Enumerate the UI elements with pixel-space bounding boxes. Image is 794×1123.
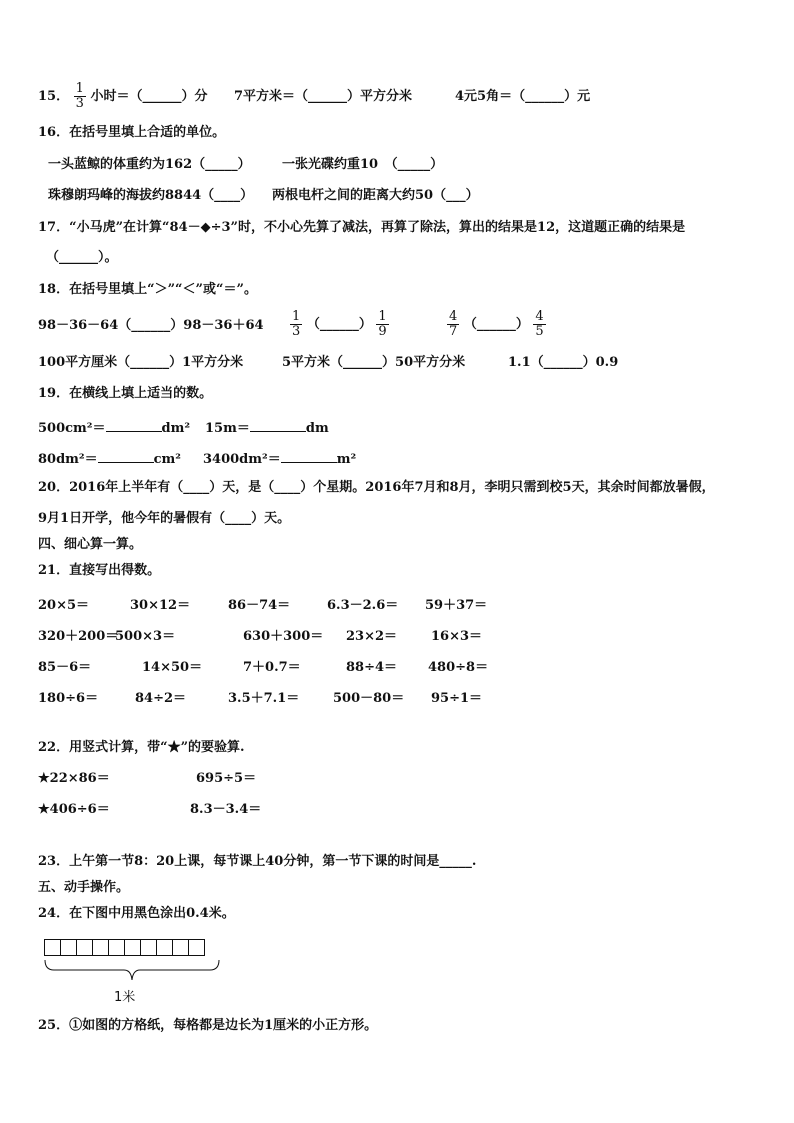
oral-calc-item: 16×3＝ (431, 629, 483, 644)
oral-calc-item: 3.5＋7.1＝ (228, 691, 300, 706)
answer-line (106, 417, 162, 432)
meter-cell[interactable] (172, 939, 189, 956)
brace-icon (44, 958, 220, 988)
q16-item-d: 两根电杆之间的距离大约50（___） (272, 188, 479, 203)
fraction-numerator: 4 (449, 309, 458, 324)
fraction-denominator: 7 (449, 324, 458, 339)
oral-calc-item: 630＋300＝ (243, 629, 324, 644)
oral-calc-item: 30×12＝ (130, 598, 191, 613)
q22-item-a1: ★22×86＝ (38, 771, 110, 786)
oral-calc-item: 86－74＝ (228, 598, 291, 613)
meter-cell[interactable] (92, 939, 109, 956)
q18-compare-a: 98－36－64（______）98－36＋64 (38, 318, 264, 333)
compare-blank: （______） (463, 317, 529, 332)
meter-bar-cells (44, 939, 220, 956)
meter-cell[interactable] (124, 939, 141, 956)
fraction-numerator: 1 (378, 309, 387, 324)
oral-calc-item: 14×50＝ (142, 660, 203, 675)
q22-item-a2: 695÷5＝ (196, 771, 257, 786)
q17-line-1: 17．“小马虎”在计算“84－◆÷3”时，不小心先算了减法，再算了除法，算出的结果是12，这道题正确的结果是 (38, 220, 686, 235)
meter-cell[interactable] (44, 939, 61, 956)
conversion-unit: dm (305, 421, 329, 436)
q25-line: 25．①如图的方格纸，每格都是边长为1厘米的小正方形。 (38, 1018, 378, 1033)
oral-calc-item: 88÷4＝ (346, 660, 398, 675)
oral-calc-item: 85－6＝ (38, 660, 92, 675)
q19-item-a2 (205, 417, 329, 438)
fraction-denominator: 3 (292, 324, 301, 339)
oral-calc-item: 180÷6＝ (38, 691, 99, 706)
q16-item-a: 一头蓝鲸的体重约为162（_____） (48, 157, 251, 172)
q18-compare-b2: 5平方米（______）50平方分米 (282, 355, 466, 370)
q15-line (38, 80, 207, 114)
oral-calc-item: 84÷2＝ (135, 691, 187, 706)
meter-cell[interactable] (76, 939, 93, 956)
q18-compare-b3: 1.1（______）0.9 (508, 355, 619, 370)
q15-fraction (74, 82, 86, 111)
meter-label: 1米 (114, 990, 136, 1005)
q17-line-2: （______）。 (46, 250, 118, 265)
conversion-unit: cm² (153, 452, 182, 467)
q21-title: 21．直接写出得数。 (38, 563, 161, 578)
oral-calc-item: 7＋0.7＝ (243, 660, 301, 675)
q16-item-b: 一张光碟约重10 （_____） (282, 157, 444, 172)
meter-cell[interactable] (188, 939, 205, 956)
q16-title: 16．在括号里填上合适的单位。 (38, 125, 226, 140)
fraction (290, 310, 302, 339)
fraction (447, 310, 459, 339)
q20-line-2: 9月1日开学，他今年的暑假有（____）天。 (38, 511, 291, 526)
answer-line (250, 417, 306, 432)
fraction-denominator: 5 (535, 324, 544, 339)
q24-title: 24．在下图中用黑色涂出0.4米。 (38, 906, 235, 921)
q18-title: 18．在括号里填上“＞”“＜”或“＝”。 (38, 282, 257, 297)
oral-calc-item: 59＋37＝ (425, 598, 488, 613)
q15-part-c: 4元5角＝（______）元 (455, 89, 591, 104)
meter-cell[interactable] (140, 939, 157, 956)
fraction-numerator: 4 (535, 309, 544, 324)
meter-cell[interactable] (60, 939, 77, 956)
section-5-heading: 五、动手操作。 (38, 880, 130, 895)
meter-bar-figure (44, 939, 220, 1005)
q19-title: 19．在横线上填上适当的数。 (38, 386, 213, 401)
fraction (376, 310, 388, 339)
meter-cell[interactable] (108, 939, 125, 956)
q18-compare-b1: 100平方厘米（______）1平方分米 (38, 355, 244, 370)
oral-calc-item: 500×3＝ (115, 629, 176, 644)
conversion-left: 3400dm²＝ (203, 452, 281, 467)
q19-item-b2 (203, 448, 356, 469)
oral-calc-item: 6.3－2.6＝ (327, 598, 399, 613)
meter-cell[interactable] (156, 939, 173, 956)
fraction-numerator: 1 (75, 81, 84, 96)
answer-line (281, 448, 337, 463)
oral-calc-item: 500－80＝ (333, 691, 405, 706)
q15-part-a: 小时＝（______）分 (90, 89, 208, 104)
q18-fraction-compare-1 (290, 306, 389, 344)
q15-number: 15． (38, 89, 70, 104)
q22-item-b2: 8.3－3.4＝ (190, 802, 262, 817)
q18-fraction-compare-2 (447, 306, 546, 344)
q16-item-c: 珠穆朗玛峰的海拔约8844（____） (48, 188, 254, 203)
q22-title: 22．用竖式计算，带“★”的要验算. (38, 740, 245, 755)
conversion-left: 15m＝ (205, 421, 250, 436)
oral-calc-item: 20×5＝ (38, 598, 90, 613)
conversion-unit: m² (336, 452, 357, 467)
q23-line: 23．上午第一节8：20上课，每节课上40分钟，第一节下课的时间是_____. (38, 854, 477, 869)
oral-calc-item: 320＋200＝ (38, 629, 119, 644)
fraction (533, 310, 545, 339)
oral-calc-item: 23×2＝ (346, 629, 398, 644)
oral-calc-item: 95÷1＝ (431, 691, 483, 706)
section-4-heading: 四、细心算一算。 (38, 537, 143, 552)
compare-blank: （______） (306, 317, 372, 332)
q19-item-a1 (38, 417, 190, 438)
conversion-left: 500cm²＝ (38, 421, 106, 436)
conversion-left: 80dm²＝ (38, 452, 98, 467)
q22-item-b1: ★406÷6＝ (38, 802, 110, 817)
fraction-denominator: 3 (75, 96, 84, 111)
oral-calc-item: 480÷8＝ (428, 660, 489, 675)
fraction-denominator: 9 (378, 324, 387, 339)
fraction-numerator: 1 (292, 309, 301, 324)
q15-part-b: 7平方米＝（______）平方分米 (234, 89, 413, 104)
conversion-unit: dm² (161, 421, 191, 436)
answer-line (98, 448, 154, 463)
q20-line-1: 20．2016年上半年有（____）天，是（____）个星期。2016年7月和8月，李明只需到校5天，其余时间都放暑假， (38, 480, 715, 495)
q19-item-b1 (38, 448, 181, 469)
